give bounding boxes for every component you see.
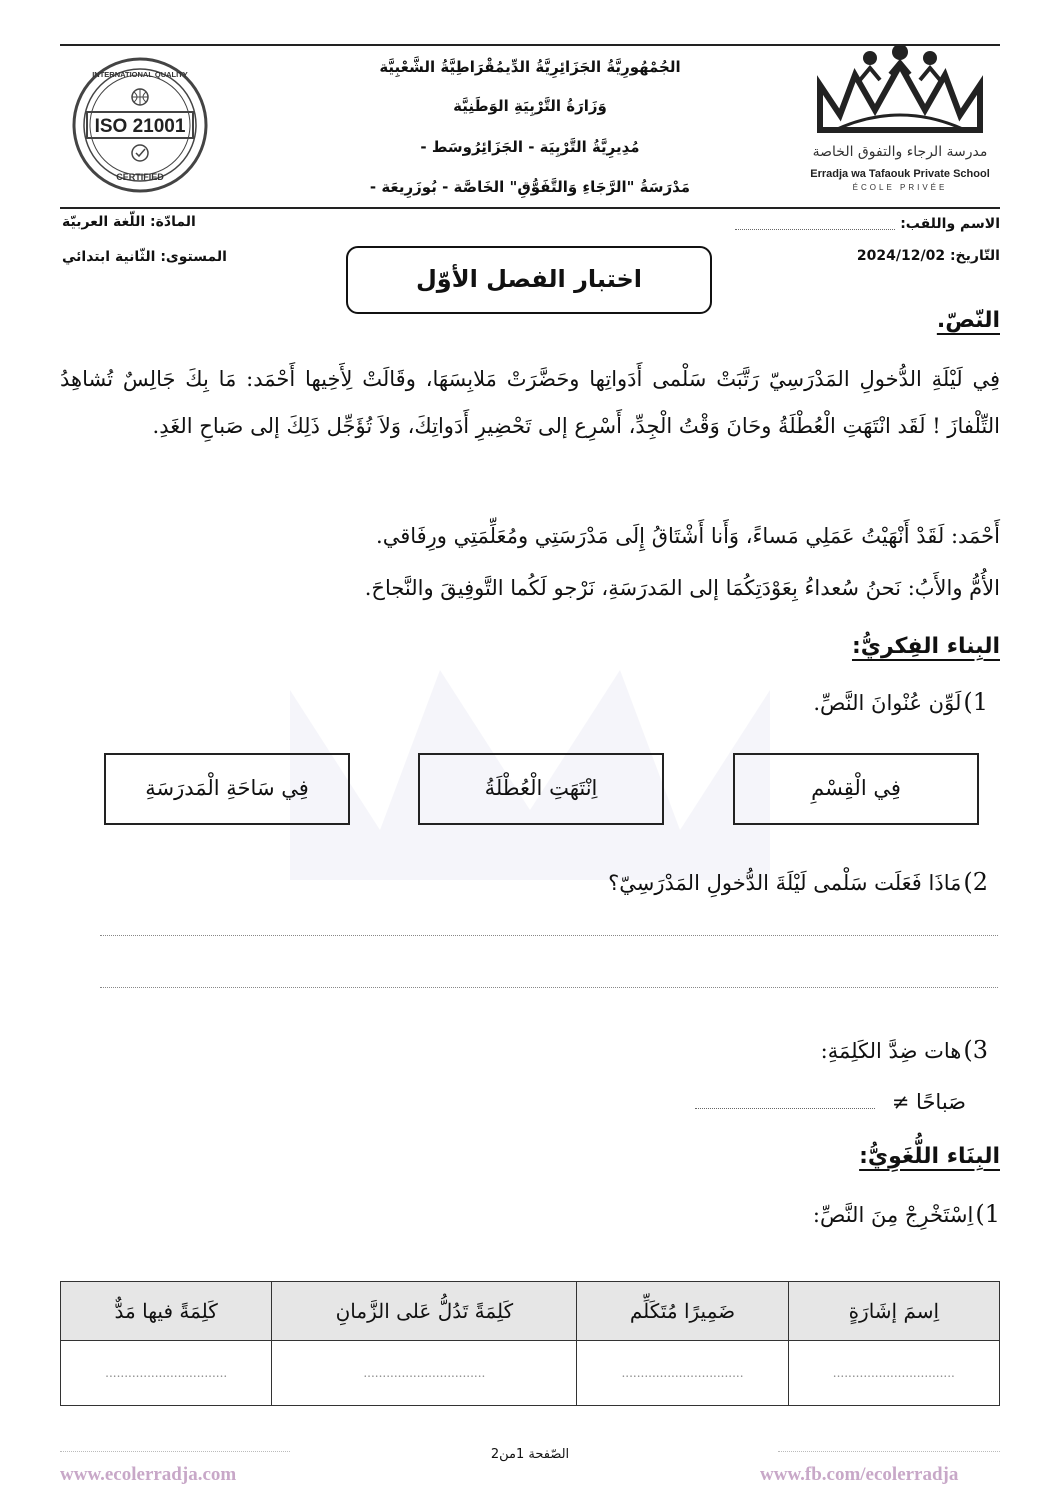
level-label: المستوى: bbox=[160, 249, 227, 265]
header-bottom-rule bbox=[60, 207, 1000, 209]
iso-top-text: INTERNATIONAL QUALITY bbox=[92, 70, 188, 79]
iso-certification-seal bbox=[65, 55, 215, 195]
text-heading: النّصّ. bbox=[936, 308, 1000, 333]
school-logo-arabic: مدرسة الرجاء والتفوق الخاصة bbox=[812, 144, 988, 160]
answer-demonstrative[interactable]: ................................ bbox=[788, 1341, 999, 1406]
question-1-text: لَوِّن عُنْوانَ النَّصِّ. bbox=[813, 691, 962, 715]
header-demonstrative: اِسمَ إشَارَةٍ bbox=[788, 1282, 999, 1341]
school-line: مَدْرَسَةُ "الرَّجَاءِ وَالتَّفَوُّقِ" الخَاصَّة - بُوزَرِيعَة - bbox=[369, 178, 691, 196]
level-field bbox=[62, 249, 227, 265]
extraction-table-row bbox=[61, 1341, 1000, 1406]
footer-rule-left bbox=[60, 1451, 290, 1452]
student-name-field bbox=[735, 216, 1000, 232]
question-3 bbox=[821, 1036, 988, 1064]
language-question-1-text: اِسْتَخْرِجْ مِنَ النَّصِّ: bbox=[812, 1203, 974, 1227]
subject-label: المادّة: bbox=[150, 214, 196, 230]
name-blank[interactable] bbox=[735, 219, 895, 230]
comprehension-heading: البِناء الفِكريُّ: bbox=[851, 634, 1000, 659]
republic-line: الجُمْهُورِيَّةُ الجَزَائِرِيَّةُ الدِّيمُقْرَاطِيَّةُ الشَّعْبِيَّة bbox=[379, 58, 681, 76]
answer-pronoun[interactable]: ................................ bbox=[577, 1341, 788, 1406]
question-1 bbox=[813, 688, 988, 716]
title-choice-2[interactable]: اِنْتَهَتِ الْعُطْلَةُ bbox=[418, 753, 664, 825]
ministry-line: وَزَارَةُ التَّرْبِيَةِ الوَطَنِيَّة bbox=[453, 97, 607, 115]
text-paragraph: فِي لَيْلَةِ الدُّخولِ المَدْرَسِيّ رَتَّبَتْ سَلْمى أَدَواتِها وحَضَّرَتْ مَلابِسَهَا، وقَالَتْ لِأَخِيها أَحْمَد: مَا بِكَ جَالِسٌ تُشاهِدُ التِّلْفازَ ! لَقَد انْتَهَتِ الْعُطْلَةُ وحَانَ وَقْتُ الْجِدِّ، أَسْرِع إلى تَحْضِيرِ أَدَواتِكَ، وَلاَ تُؤَجِّل ذَلِكَ إلى صَباحِ الغَدِ. bbox=[60, 367, 1000, 438]
question-1-number: 1) bbox=[963, 688, 988, 716]
opposite-word-row bbox=[695, 1090, 966, 1114]
text-line-parents: الأُمُّ والأَبُ: نَحنُ سُعداءُ بِعَوْدَتِكُمَا إلى المَدرَسَةِ، نَرْجو لَكُما التَّوفِيقَ والنَّجاحَ. bbox=[364, 576, 1000, 600]
question-3-number: 3) bbox=[963, 1036, 988, 1064]
language-question-1 bbox=[813, 1200, 1000, 1228]
iso-bottom-text: CERTIFIED bbox=[116, 172, 164, 182]
language-question-1-number: 1) bbox=[975, 1200, 1000, 1228]
date-field bbox=[857, 248, 1000, 264]
question-3-text: هات ضِدَّ الكَلِمَةِ: bbox=[820, 1039, 962, 1063]
level-value: الثّانية ابتدائي bbox=[62, 249, 156, 265]
header-time-word: كَلِمَةً تَدُلُّ عَلى الزَّمانِ bbox=[272, 1282, 577, 1341]
extraction-table-header bbox=[61, 1282, 1000, 1341]
title-choice-3[interactable]: فِي سَاحَةِ الْمَدرَسَةِ bbox=[104, 753, 350, 825]
answer-time-word[interactable]: ................................ bbox=[272, 1341, 577, 1406]
header-pronoun: ضَمِيرًا مُتَكَلِّم bbox=[577, 1282, 788, 1341]
subject-field bbox=[62, 214, 196, 230]
school-logo-icon bbox=[800, 40, 1000, 140]
footer-rule-right bbox=[778, 1451, 1000, 1452]
answer-line-1[interactable] bbox=[100, 935, 998, 936]
language-heading: البِنَاء اللُّغَوِيُّ: bbox=[859, 1144, 1000, 1169]
school-logo-english: Erradja wa Tafaouk Private School bbox=[810, 168, 990, 180]
exam-title: اختبار الفصل الأوّل bbox=[346, 246, 712, 314]
name-label: الاسم واللقب: bbox=[900, 216, 1000, 232]
school-logo bbox=[800, 40, 1000, 205]
date-label: التّاريخ: bbox=[949, 248, 1000, 264]
date-value: 2024/12/02 bbox=[856, 248, 946, 264]
footer-website-link[interactable]: www.ecolerradja.com bbox=[60, 1464, 237, 1485]
header-madd-word: كَلِمَةً فيها مَدٌّ bbox=[61, 1282, 272, 1341]
title-choice-1[interactable]: فِي الْقِسْمِ bbox=[733, 753, 979, 825]
question-2-text: مَاذَا فَعَلَت سَلْمى لَيْلَةَ الدُّخولِ المَدْرَسِيّ؟ bbox=[608, 871, 962, 895]
opposite-blank[interactable] bbox=[695, 1098, 875, 1109]
subject-value: اللّغة العربيّة bbox=[62, 214, 146, 230]
iso-label: ISO 21001 bbox=[94, 116, 186, 137]
footer-facebook-link[interactable]: www.fb.com/ecolerradja bbox=[760, 1464, 959, 1485]
school-logo-french: ÉCOLE PRIVÉE bbox=[852, 183, 948, 192]
page-number: الصّفحة 1من2 bbox=[490, 1447, 570, 1462]
answer-line-2[interactable] bbox=[100, 987, 998, 988]
text-line-ahmed: أَحْمَد: لَقَدْ أَنْهَيْتُ عَمَلِي مَساءً، وَأَنا أَشْتَاقُ إِلَى مَدْرَسَتِي ومُعَلِّمَتِي ورِفَاقي. bbox=[376, 524, 1000, 548]
extraction-table bbox=[60, 1281, 1000, 1406]
question-2 bbox=[608, 868, 988, 896]
opposite-word: صَباحًا ≠ bbox=[891, 1090, 966, 1114]
question-2-number: 2) bbox=[963, 868, 988, 896]
answer-madd-word[interactable]: ................................ bbox=[61, 1341, 272, 1406]
directorate-line: مُدِيرِيَّةُ التَّرْبِيَة - الجَزَائِرُوسَط - bbox=[420, 138, 640, 156]
